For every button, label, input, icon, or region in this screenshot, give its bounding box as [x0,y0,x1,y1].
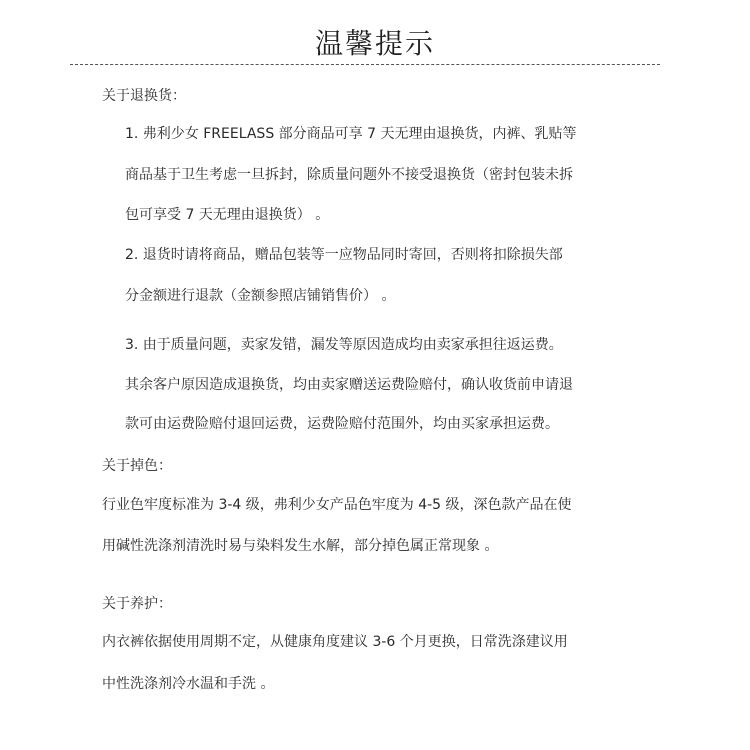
returns-item2-line2: 分金额进行退款（金额参照店铺销售价） 。 [125,288,396,304]
returns-item2-line1: 2. 退货时请将商品，赠品包装等一应物品同时寄回，否则将扣除损失部 [125,247,563,263]
returns-item3-line1: 3. 由于质量问题，卖家发错，漏发等原因造成均由卖家承担往返运费。 [125,337,563,353]
care-heading: 关于养护： [102,596,172,612]
care-line2: 中性洗涤剂冷水温和手洗 。 [102,676,275,692]
returns-item1-line3: 包可享受 7 天无理由退换货） 。 [125,207,330,223]
dashed-divider [70,64,660,65]
returns-item3-line3: 款可由运费险赔付退回运费，运费险赔付范围外，均由买家承担运费。 [125,416,559,432]
care-line1: 内衣裤依据使用周期不定，从健康角度建议 3-6 个月更换，日常洗涤建议用 [102,634,568,650]
returns-item3-line2: 其余客户原因造成退换货，均由卖家赠送运费险赔付，确认收货前申请退 [125,377,573,393]
fading-heading: 关于掉色： [102,458,172,474]
returns-item1-line1: 1. 弗利少女 FREELASS 部分商品可享 7 天无理由退换货，内裤、乳贴等 [125,126,577,142]
fading-line2: 用碱性洗涤剂清洗时易与染料发生水解，部分掉色属正常现象 。 [102,538,499,554]
page-title: 温馨提示 [314,27,435,60]
fading-line1: 行业色牢度标准为 3-4 级，弗利少女产品色牢度为 4-5 级，深色款产品在使 [102,497,572,513]
returns-item1-line2: 商品基于卫生考虑一旦拆封，除质量问题外不接受退换货（密封包装未拆 [125,167,573,183]
returns-heading: 关于退换货： [102,88,186,104]
